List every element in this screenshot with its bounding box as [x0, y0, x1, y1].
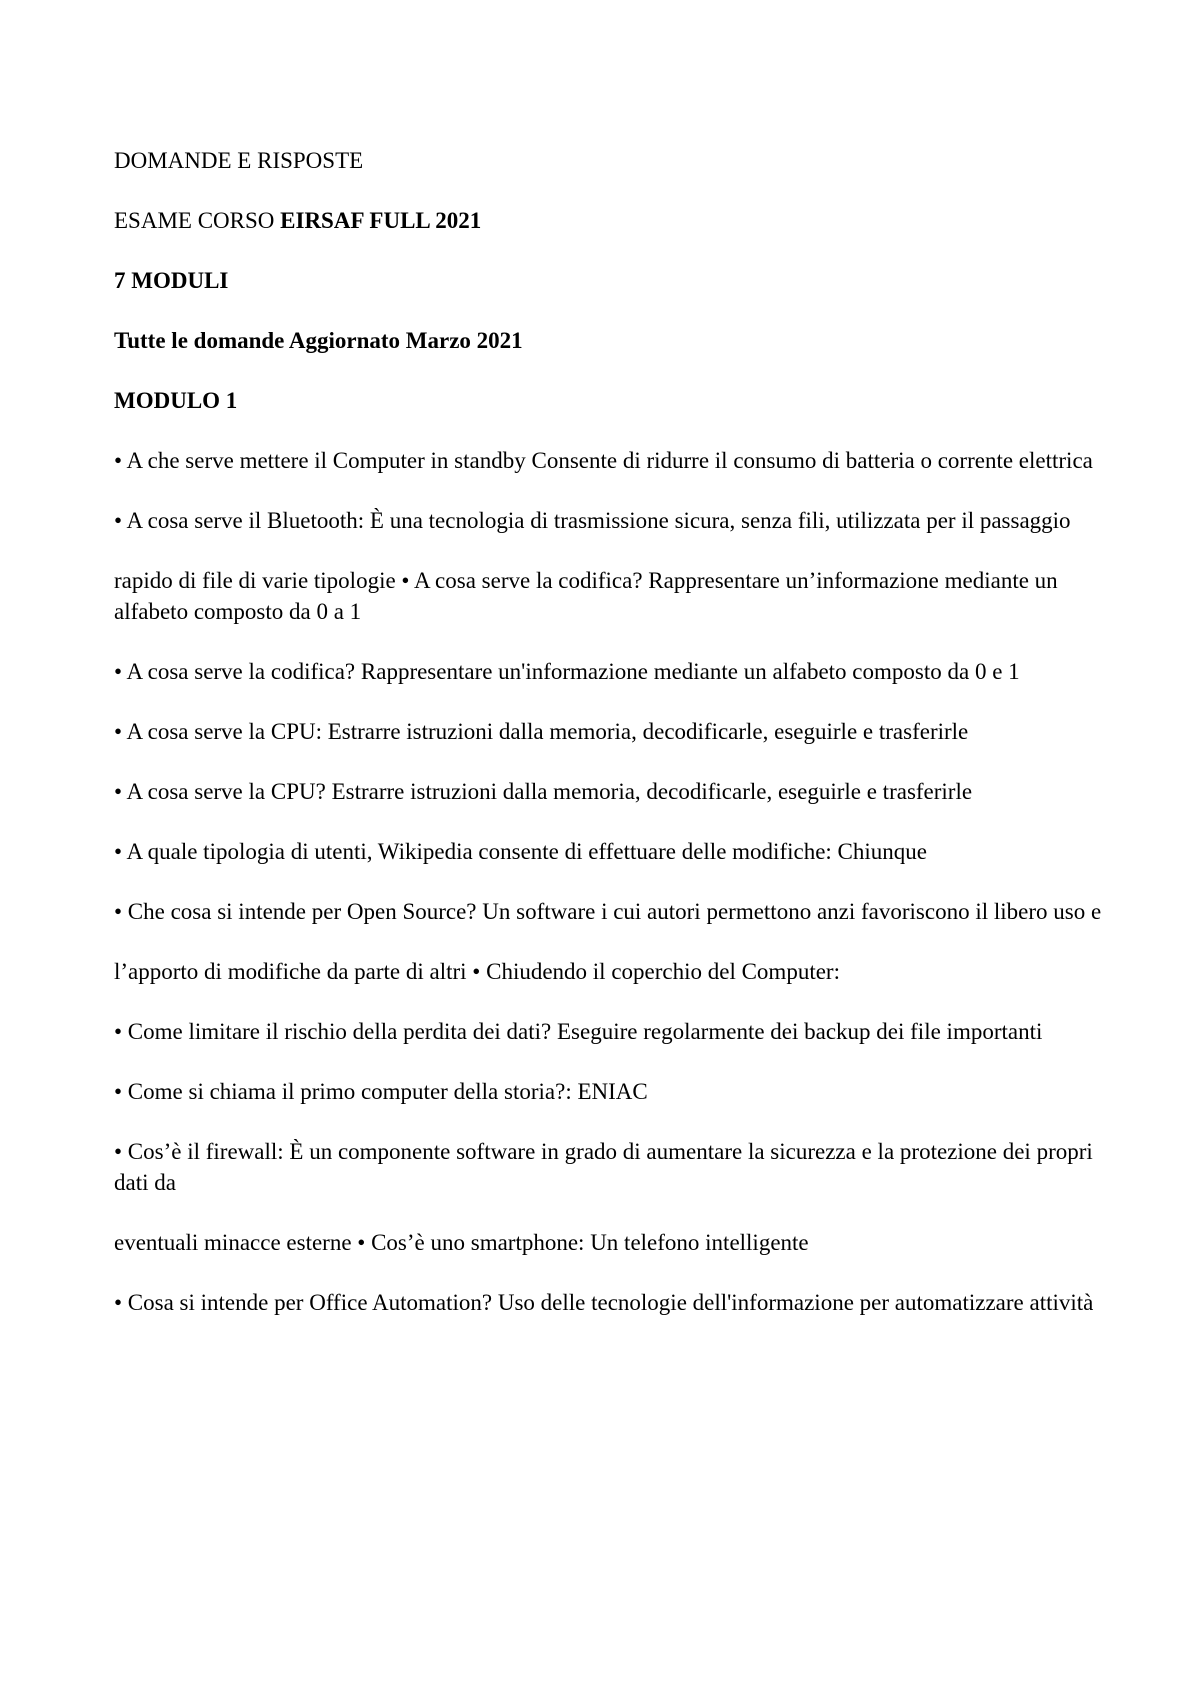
exam-line: [114, 205, 1104, 236]
module-heading: MODULO 1: [114, 388, 238, 413]
qa-paragraph: • A cosa serve la CPU? Estrarre istruzioni dalla memoria, decodificarle, eseguirle e trasferirle: [114, 779, 973, 804]
qa-paragraph: • Cos’è il firewall: È un componente software in grado di aumentare la sicurezza e la protezione dei propri dati da: [114, 1139, 1093, 1195]
qa-paragraph: • A cosa serve il Bluetooth: È una tecnologia di trasmissione sicura, senza fili, utilizzata per il passaggio: [114, 508, 1071, 533]
modules-count: 7 MODULI: [114, 268, 229, 293]
qa-paragraph: • Come si chiama il primo computer della storia?: ENIAC: [114, 1079, 648, 1104]
document-body: [114, 145, 1104, 1347]
qa-paragraph: • Come limitare il rischio della perdita dei dati? Eseguire regolarmente dei backup dei file importanti: [114, 1019, 1043, 1044]
qa-paragraph: • A quale tipologia di utenti, Wikipedia consente di effettuare delle modifiche: Chiunque: [114, 839, 927, 864]
exam-course-name: EIRSAF FULL 2021: [280, 208, 482, 233]
document-title: DOMANDE E RISPOSTE: [114, 148, 364, 173]
qa-paragraph: rapido di file di varie tipologie • A cosa serve la codifica? Rappresentare un’informazione mediante un alfabeto composto da 0 a 1: [114, 568, 1058, 624]
qa-paragraph: l’apporto di modifiche da parte di altri • Chiudendo il coperchio del Computer:: [114, 959, 840, 984]
qa-paragraph: • A cosa serve la CPU: Estrarre istruzioni dalla memoria, decodificarle, eseguirle e trasferirle: [114, 719, 969, 744]
qa-paragraph: • A cosa serve la codifica? Rappresentare un'informazione mediante un alfabeto composto da 0 e 1: [114, 659, 1020, 684]
qa-paragraph: • Cosa si intende per Office Automation? Uso delle tecnologie dell'informazione per automatizzare attività: [114, 1290, 1094, 1315]
document-subtitle: Tutte le domande Aggiornato Marzo 2021: [114, 328, 523, 353]
qa-paragraph: eventuali minacce esterne • Cos’è uno smartphone: Un telefono intelligente: [114, 1230, 809, 1255]
exam-prefix: ESAME CORSO: [114, 208, 281, 233]
qa-paragraph: • Che cosa si intende per Open Source? Un software i cui autori permettono anzi favoriscono il libero uso e: [114, 899, 1102, 924]
qa-paragraph: • A che serve mettere il Computer in standby Consente di ridurre il consumo di batteria o corrente elettrica: [114, 448, 1093, 473]
